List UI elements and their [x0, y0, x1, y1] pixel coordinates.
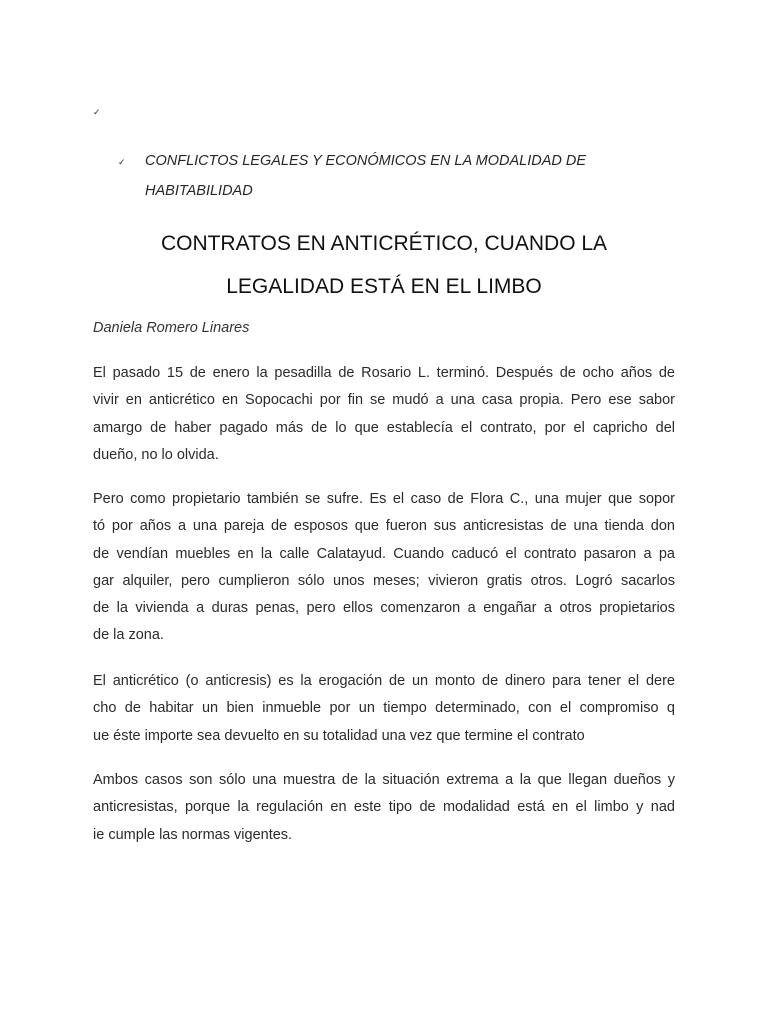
- paragraph-line: Ambos casos son sólo una muestra de la situación extrema a la que llegan dueños y: [93, 772, 675, 788]
- paragraph-line: de vendían muebles en la calle Calatayud. Cuando caducó el contrato pasaron a pa: [93, 545, 675, 562]
- check-bullet-icon: ✓: [118, 157, 126, 167]
- paragraph-line: ie cumple las normas vigentes.: [93, 826, 293, 843]
- paragraph-line: de la vivienda a duras penas, pero ellos comenzaron a engañar a otros propietarios: [93, 600, 675, 617]
- paragraph-line: Pero como propietario también se sufre. Es el caso de Flora C., una mujer que sopor: [93, 491, 675, 507]
- article-title-line: LEGALIDAD ESTÁ EN EL LIMBO: [226, 275, 542, 298]
- section-heading-line: HABITABILIDAD: [145, 183, 253, 199]
- section-heading-line: CONFLICTOS LEGALES Y ECONÓMICOS EN LA MODALIDAD DE: [145, 153, 587, 169]
- paragraph-line: de la zona.: [93, 627, 164, 644]
- body-paragraph: [93, 486, 675, 650]
- article-title: [100, 222, 668, 308]
- paragraph-line: gar alquiler, pero cumplieron sólo unos meses; vivieron gratis otros. Logró sacarlos: [93, 572, 675, 589]
- paragraph-line: dueño, no lo olvida.: [93, 446, 219, 463]
- paragraph-line: tó por años a una pareja de esposos que fueron sus anticresistas de una tienda don: [93, 518, 675, 535]
- author-byline: Daniela Romero Linares: [93, 320, 250, 336]
- article-title-line: CONTRATOS EN ANTICRÉTICO, CUANDO LA: [160, 232, 608, 255]
- body-paragraph: [93, 668, 675, 750]
- paragraph-line: amargo de haber pagado más de lo que establecía el contrato, por el capricho del: [93, 419, 675, 436]
- paragraph-line: cho de habitar un bien inmueble por un tiempo determinado, con el compromiso q: [93, 700, 675, 717]
- paragraph-line: anticresistas, porque la regulación en este tipo de modalidad está en el limbo y nad: [93, 799, 675, 816]
- body-paragraph: [93, 767, 675, 849]
- paragraph-line: El anticrético (o anticresis) es la erogación de un monto de dinero para tener el dere: [93, 673, 675, 689]
- check-bullet-icon: ✓: [93, 107, 101, 117]
- paragraph-line: ue éste importe sea devuelto en su totalidad una vez que termine el contrato: [93, 727, 585, 744]
- body-paragraph: [93, 360, 675, 469]
- paragraph-line: vivir en anticrético en Sopocachi por fin se mudó a una casa propia. Pero ese sabor: [93, 392, 675, 409]
- paragraph-line: El pasado 15 de enero la pesadilla de Rosario L. terminó. Después de ocho años de: [93, 365, 675, 381]
- section-heading: [145, 146, 615, 206]
